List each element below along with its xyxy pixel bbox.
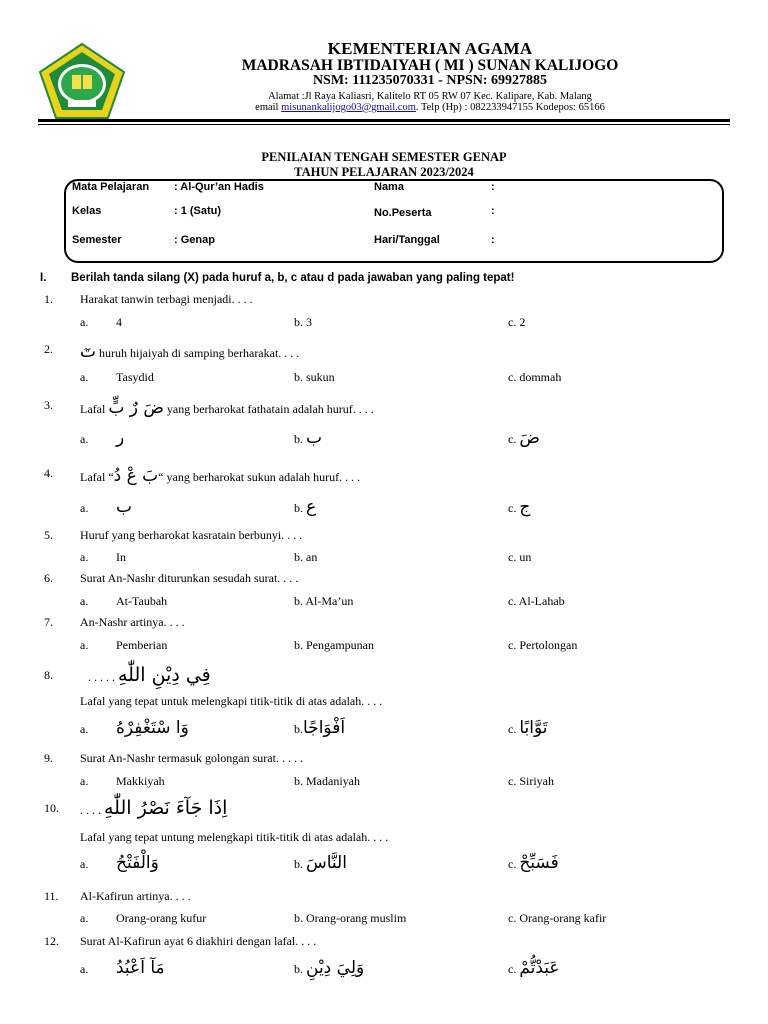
school-ids: NSM: 111235070331 - NPSN: 69927885 bbox=[312, 73, 548, 89]
option-c[interactable] bbox=[508, 428, 540, 448]
question-text: “ yang berharokat sukun adalah huruf. . . . bbox=[158, 470, 361, 484]
question-text: Surat An-Nashr termasuk golongan surat. . . . . bbox=[80, 751, 303, 765]
option-c[interactable]: c. Pertolongan bbox=[508, 638, 578, 652]
option-letter: a. bbox=[80, 962, 89, 976]
section-instruction bbox=[40, 272, 514, 284]
email-label: email bbox=[255, 101, 279, 113]
question-lafal-wrap bbox=[80, 797, 227, 819]
question-prefix: Lafal bbox=[80, 402, 106, 416]
option-letter: a. bbox=[80, 370, 89, 384]
option-b[interactable]: b. an bbox=[294, 550, 318, 564]
option-b[interactable]: b. Madaniyah bbox=[294, 774, 360, 788]
option-a[interactable] bbox=[80, 853, 159, 873]
option-letter: a. bbox=[80, 774, 89, 788]
option-a[interactable] bbox=[80, 594, 167, 609]
option-arabic: وَا سْتَغْفِرْهُ bbox=[116, 718, 189, 738]
option-b[interactable] bbox=[294, 958, 364, 978]
question-prefix: Lafal “ bbox=[80, 470, 114, 484]
option-letter: c. bbox=[508, 857, 517, 871]
option-c[interactable] bbox=[508, 718, 547, 738]
option-letter: a. bbox=[80, 722, 89, 736]
option-c[interactable]: c. dommah bbox=[508, 370, 562, 384]
option-c[interactable] bbox=[508, 853, 559, 873]
option-b[interactable] bbox=[294, 497, 316, 517]
option-text: 4 bbox=[116, 315, 122, 329]
option-arabic: تَوَّابًا bbox=[519, 718, 548, 738]
option-letter: a. bbox=[80, 550, 89, 564]
question-number: 10. bbox=[44, 801, 59, 815]
option-text: Pemberian bbox=[116, 638, 168, 652]
phone-postcode: . Telp (Hp) : 082233947155 Kodepos: 65166 bbox=[415, 101, 605, 113]
question-text: Huruf yang berharokat kasratain berbunyi. . . . bbox=[80, 528, 303, 542]
question-number: 6. bbox=[44, 571, 53, 585]
identity-box bbox=[64, 179, 724, 263]
class-label: Kelas bbox=[72, 205, 102, 217]
question-number: 11. bbox=[44, 889, 59, 903]
blank-dots: . . . . . bbox=[88, 670, 115, 684]
name-field[interactable]: : bbox=[491, 181, 495, 193]
option-a[interactable] bbox=[80, 638, 167, 653]
option-letter: a. bbox=[80, 638, 89, 652]
option-b[interactable]: b. Pengampunan bbox=[294, 638, 374, 652]
arabic-lafal: اِذَا جَآءَ نَصْرُ اللّٰهِ bbox=[104, 797, 228, 819]
option-arabic: وَالْفَتْحُ bbox=[116, 853, 159, 873]
option-c[interactable]: c. Orang-orang kafir bbox=[508, 911, 607, 925]
option-arabic: النَّاسَ bbox=[306, 853, 347, 873]
option-a[interactable] bbox=[80, 497, 132, 517]
option-arabic: ضَ bbox=[519, 428, 540, 448]
option-a[interactable] bbox=[80, 774, 165, 789]
option-letter: b. bbox=[294, 857, 303, 871]
option-letter: a. bbox=[80, 857, 89, 871]
letterhead bbox=[130, 40, 730, 113]
question-text-wrap bbox=[80, 466, 360, 486]
option-arabic: فَسَبِّحْ bbox=[519, 853, 559, 873]
question-text: Surat An-Nashr diturunkan sesudah surat. . . . bbox=[80, 571, 299, 585]
option-letter: b. bbox=[294, 962, 303, 976]
question-number: 2. bbox=[44, 342, 53, 356]
option-c[interactable]: c. Siriyah bbox=[508, 774, 554, 788]
question-number: 1. bbox=[44, 292, 53, 306]
option-b[interactable] bbox=[294, 853, 347, 873]
option-c[interactable]: c. un bbox=[508, 550, 532, 564]
option-c[interactable]: c. 2 bbox=[508, 315, 526, 329]
option-a[interactable] bbox=[80, 370, 154, 385]
question-number: 5. bbox=[44, 528, 53, 542]
question-text: huruh hijaiyah di samping berharakat. . . . bbox=[99, 346, 300, 360]
option-letter: c. bbox=[508, 432, 517, 446]
option-letter: c. bbox=[508, 722, 517, 736]
option-arabic: وَلِيَ دِيْنِ bbox=[306, 958, 365, 978]
option-letter: a. bbox=[80, 594, 89, 608]
option-a[interactable] bbox=[80, 550, 126, 565]
option-arabic: اَفْوَاجًا bbox=[303, 718, 346, 738]
option-letter: a. bbox=[80, 315, 89, 329]
option-c[interactable] bbox=[508, 497, 530, 517]
arabic-lafal: فِي دِيْنِ اللّٰهِ bbox=[118, 664, 211, 686]
semester-label: Semester bbox=[72, 234, 122, 246]
madrasah-logo bbox=[38, 42, 126, 120]
question-number: 8. bbox=[44, 668, 53, 682]
option-letter: b. bbox=[294, 722, 303, 736]
exam-year: TAHUN PELAJARAN 2023/2024 bbox=[294, 165, 474, 179]
question-number: 4. bbox=[44, 466, 53, 480]
header-rule-thin bbox=[38, 124, 730, 125]
option-b[interactable]: b. Orang-orang muslim bbox=[294, 911, 407, 925]
option-text: In bbox=[116, 550, 126, 564]
logo-emblem-icon bbox=[38, 42, 126, 120]
exam-title: PENILAIAN TENGAH SEMESTER GENAP bbox=[261, 150, 507, 164]
participant-label: No.Peserta bbox=[374, 207, 432, 219]
option-arabic: ر bbox=[116, 428, 125, 448]
section-number: I. bbox=[40, 272, 47, 284]
instruction-text: Berilah tanda silang (X) pada huruf a, b, c atau d pada jawaban yang paling tepat! bbox=[71, 272, 515, 284]
question-text: Al-Kafirun artinya. . . . bbox=[80, 889, 191, 903]
date-label: Hari/Tanggal bbox=[374, 234, 440, 246]
question-text: Lafal yang tepat untuk melengkapi titik-titik di atas adalah. . . . bbox=[80, 694, 383, 708]
question-text: Surat Al-Kafirun ayat 6 diakhiri dengan lafal. . . . bbox=[80, 934, 317, 948]
option-arabic: ع bbox=[306, 497, 317, 517]
option-c[interactable]: c. Al-Lahab bbox=[508, 594, 565, 608]
date-field[interactable]: : bbox=[491, 234, 495, 246]
option-a[interactable] bbox=[80, 718, 189, 738]
option-arabic: ج bbox=[519, 497, 531, 517]
option-a[interactable] bbox=[80, 958, 165, 978]
option-arabic: عَبَدْتُّمْ bbox=[519, 958, 560, 978]
question-number: 9. bbox=[44, 751, 53, 765]
option-a[interactable] bbox=[80, 911, 206, 926]
arabic-lafal: بَ عْ دُ bbox=[113, 466, 159, 486]
class-value: : 1 (Satu) bbox=[174, 205, 222, 217]
question-lafal-wrap bbox=[88, 664, 211, 686]
arabic-lafal: ضَ رٌ بٍّ bbox=[108, 398, 164, 418]
question-text: yang berharokat fathatain adalah huruf. . . . bbox=[166, 402, 374, 416]
school-contact bbox=[130, 102, 730, 113]
blank-dots: . . . . bbox=[80, 803, 101, 817]
option-c[interactable] bbox=[508, 958, 560, 978]
option-a[interactable] bbox=[80, 315, 122, 330]
option-b[interactable] bbox=[294, 718, 345, 738]
question-text: An-Nashr artinya. . . . bbox=[80, 615, 185, 629]
option-letter: b. bbox=[294, 501, 303, 515]
question-number: 7. bbox=[44, 615, 53, 629]
question-text: Harakat tanwin terbagi menjadi. . . . bbox=[80, 292, 253, 306]
option-letter: b. bbox=[294, 432, 303, 446]
subject-label: Mata Pelajaran bbox=[72, 181, 150, 193]
semester-value: : Genap bbox=[174, 234, 215, 246]
name-label: Nama bbox=[374, 181, 404, 193]
arabic-letter: تٓ bbox=[80, 342, 97, 362]
question-text: Lafal yang tepat untung melengkapi titik-titik di atas adalah. . . . bbox=[80, 830, 389, 844]
email-link[interactable]: misunankalijogo03@gmail.com bbox=[281, 101, 416, 113]
option-letter: c. bbox=[508, 962, 517, 976]
option-b[interactable]: b. 3 bbox=[294, 315, 312, 329]
ministry-name: KEMENTERIAN AGAMA bbox=[327, 39, 533, 58]
option-arabic: ب bbox=[116, 497, 133, 517]
option-text: Orang-orang kufur bbox=[116, 911, 207, 925]
option-text: Makkiyah bbox=[116, 774, 165, 788]
option-letter: c. bbox=[508, 501, 517, 515]
option-letter: a. bbox=[80, 432, 89, 446]
option-b[interactable]: b. Al-Ma’un bbox=[294, 594, 354, 608]
question-text-wrap bbox=[80, 342, 299, 362]
option-b[interactable]: b. sukun bbox=[294, 370, 335, 384]
option-text: At-Taubah bbox=[116, 594, 168, 608]
header-rule-thick bbox=[38, 119, 730, 122]
question-number: 3. bbox=[44, 398, 53, 412]
option-b[interactable] bbox=[294, 428, 322, 448]
option-text: Tasydid bbox=[116, 370, 154, 384]
question-number: 12. bbox=[44, 934, 59, 948]
option-arabic: مَآ اَعْبُدُ bbox=[116, 958, 165, 978]
option-letter: a. bbox=[80, 911, 89, 925]
option-letter: a. bbox=[80, 501, 89, 515]
option-a[interactable] bbox=[80, 428, 124, 448]
participant-field[interactable]: : bbox=[491, 205, 495, 217]
question-text-wrap bbox=[80, 398, 374, 418]
school-name: MADRASAH IBTIDAIYAH ( MI ) SUNAN KALIJOGO bbox=[241, 56, 619, 74]
option-arabic: ب bbox=[306, 428, 323, 448]
school-address: Alamat :Jl Raya Kaliasri, Kalitelo RT 05 RW 07 Kec. Kalipare, Kab. Malang bbox=[268, 90, 592, 102]
subject-value: : Al-Qur’an Hadis bbox=[174, 181, 264, 193]
